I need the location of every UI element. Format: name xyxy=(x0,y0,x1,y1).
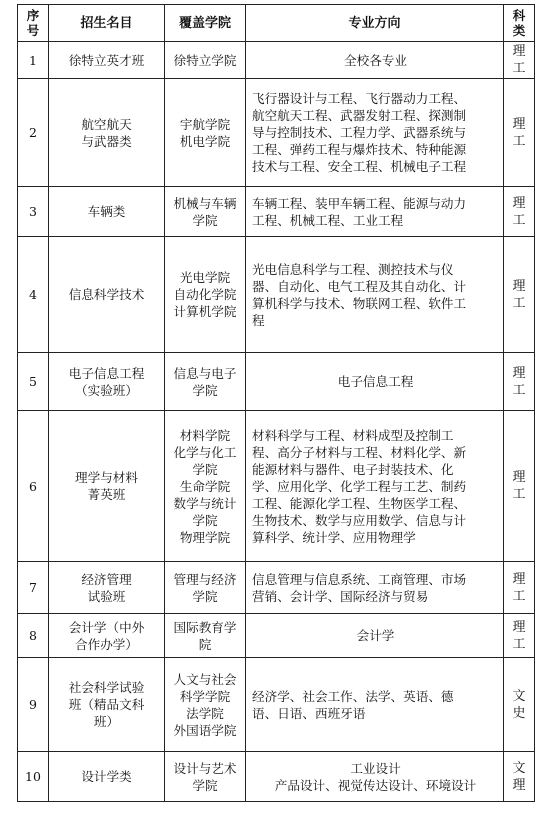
major-line: 航空航天工程、武器发射工程、探测制 xyxy=(252,108,467,123)
program-name-line: 航空航天 xyxy=(81,116,132,132)
category-char: 工 xyxy=(512,61,526,76)
table-row xyxy=(18,42,535,79)
major-line: 程 xyxy=(252,312,265,328)
category-char: 工 xyxy=(512,588,526,604)
program-name-line: 班） xyxy=(93,714,120,729)
college-line: 机械与车辆 xyxy=(173,195,237,211)
program-name-line: 车辆类 xyxy=(87,204,126,219)
major-line: 生物技术、数学与应用数学、信息与计 xyxy=(252,512,467,528)
major-line: 飞行器设计与工程、飞行器动力工程、 xyxy=(252,91,467,106)
major-line: 导与控制技术、工程力学、武器系统与 xyxy=(252,125,467,140)
category-cell xyxy=(504,658,535,752)
major-cell xyxy=(246,237,504,353)
category-char: 理 xyxy=(512,278,526,294)
header-category-line-1: 科 xyxy=(512,8,526,23)
category-char: 理 xyxy=(512,365,526,381)
college-cell xyxy=(165,562,246,614)
major-cell xyxy=(246,752,504,802)
category-char: 工 xyxy=(512,212,526,228)
college-cell xyxy=(165,353,246,411)
program-name-cell xyxy=(49,614,165,658)
table-row xyxy=(18,752,535,802)
category-char: 文 xyxy=(512,760,526,776)
major-line: 技术与工程、安全工程、机械电子工程 xyxy=(252,159,467,174)
major-cell xyxy=(246,411,504,562)
major-cell xyxy=(246,187,504,237)
college-line: 学院 xyxy=(192,512,218,528)
program-name-cell xyxy=(49,658,165,752)
category-cell xyxy=(504,614,535,658)
category-char: 理 xyxy=(512,116,526,132)
program-name-cell xyxy=(49,353,165,411)
category-char: 理 xyxy=(512,195,526,211)
program-name-cell xyxy=(49,42,165,79)
college-line: 外国语学院 xyxy=(173,722,237,738)
program-name-line: 设计学类 xyxy=(81,769,132,784)
college-cell xyxy=(165,614,246,658)
major-line: 学、应用化学、化学工程与工艺、制药 xyxy=(252,478,467,494)
college-line: 学院 xyxy=(192,461,218,477)
table-row xyxy=(18,562,535,614)
college-line: 数学与统计 xyxy=(173,495,237,511)
program-name-cell xyxy=(49,237,165,353)
seq-cell: 5 xyxy=(18,353,49,411)
category-cell xyxy=(504,237,535,353)
header-category xyxy=(504,5,535,42)
college-line: 院 xyxy=(198,636,212,652)
program-name-cell xyxy=(49,79,165,187)
major-cell xyxy=(246,353,504,411)
college-line: 计算机学院 xyxy=(173,304,237,319)
header-seq xyxy=(18,5,49,42)
program-name-line: 理学与材料 xyxy=(75,470,138,485)
category-char: 工 xyxy=(512,487,526,502)
header-college: 覆盖学院 xyxy=(165,5,246,42)
college-line: 学院 xyxy=(192,588,218,604)
seq-cell: 3 xyxy=(18,187,49,237)
header-name: 招生名目 xyxy=(49,5,165,42)
major-line: 器、自动化、电气工程及其自动化、计 xyxy=(252,278,467,294)
college-cell xyxy=(165,237,246,353)
category-char: 理 xyxy=(512,571,526,587)
category-cell xyxy=(504,752,535,802)
seq-cell: 10 xyxy=(18,752,49,802)
college-line: 物理学院 xyxy=(179,529,231,545)
major-line: 工程、能源化学工程、生物医学工程、 xyxy=(252,495,467,511)
college-cell xyxy=(165,752,246,802)
college-line: 信息与电子 xyxy=(173,365,237,381)
category-char: 理 xyxy=(512,619,526,635)
program-name-line: 合作办学） xyxy=(75,636,138,652)
category-cell xyxy=(504,353,535,411)
admission-table xyxy=(17,4,535,802)
major-line: 材料科学与工程、材料成型及控制工 xyxy=(252,427,454,443)
seq-cell: 8 xyxy=(18,614,49,658)
category-char: 工 xyxy=(512,133,526,149)
major-cell xyxy=(246,562,504,614)
program-name-line: 信息科学技术 xyxy=(68,287,145,302)
college-line: 设计与艺术 xyxy=(173,760,237,776)
major-cell xyxy=(246,658,504,752)
category-cell xyxy=(504,42,535,79)
major-line: 电子信息工程 xyxy=(337,374,414,389)
major-line: 产品设计、视觉传达设计、环境设计 xyxy=(274,777,477,793)
major-cell xyxy=(246,614,504,658)
category-char: 理 xyxy=(512,777,526,793)
college-line: 自动化学院 xyxy=(173,287,237,302)
college-cell xyxy=(165,411,246,562)
major-line: 工业设计 xyxy=(350,760,401,776)
table-row xyxy=(18,658,535,752)
header-category-line-2: 类 xyxy=(512,23,526,38)
major-line: 信息管理与信息系统、工商管理、市场 xyxy=(252,571,467,587)
college-cell xyxy=(165,42,246,79)
category-char: 文 xyxy=(512,688,526,704)
program-name-line: 会计学（中外 xyxy=(68,619,145,635)
category-char: 工 xyxy=(512,636,526,652)
college-line: 材料学院 xyxy=(179,427,231,443)
category-cell xyxy=(504,187,535,237)
college-line: 科学学院 xyxy=(179,688,231,704)
program-name-line: 试验班 xyxy=(87,588,126,604)
major-line: 程、高分子材料与工程、材料化学、新 xyxy=(252,444,467,460)
category-char: 史 xyxy=(512,705,526,721)
program-name-line: 经济管理 xyxy=(81,571,132,587)
college-line: 人文与社会 xyxy=(173,671,237,687)
program-name-cell xyxy=(49,411,165,562)
program-name-cell xyxy=(49,562,165,614)
header-major: 专业方向 xyxy=(246,5,504,42)
college-line: 生命学院 xyxy=(179,478,231,494)
category-char: 工 xyxy=(512,295,526,311)
program-name-line: 菁英班 xyxy=(87,487,126,502)
header-row xyxy=(18,5,535,42)
college-line: 管理与经济 xyxy=(173,571,237,587)
major-cell xyxy=(246,42,504,79)
college-line: 学院 xyxy=(192,382,218,398)
table-row xyxy=(18,237,535,353)
major-line: 车辆工程、装甲车辆工程、能源与动力 xyxy=(252,195,467,211)
major-line: 全校各专业 xyxy=(344,52,407,68)
college-line: 光电学院 xyxy=(179,270,231,285)
table-row xyxy=(18,79,535,187)
program-name-line: 与武器类 xyxy=(81,133,132,149)
major-line: 工程、弹药工程与爆炸技术、特种能源 xyxy=(252,142,467,157)
table-row xyxy=(18,614,535,658)
college-cell xyxy=(165,187,246,237)
program-name-line: 徐特立英才班 xyxy=(68,52,145,68)
header-seq-line-2: 号 xyxy=(26,23,40,38)
table-body xyxy=(18,42,535,802)
major-line: 营销、会计学、国际经济与贸易 xyxy=(252,588,429,604)
seq-cell: 9 xyxy=(18,658,49,752)
category-char: 理 xyxy=(512,44,526,59)
major-line: 工程、机械工程、工业工程 xyxy=(252,212,404,228)
college-line: 化学与化工 xyxy=(173,444,237,460)
seq-cell: 6 xyxy=(18,411,49,562)
program-name-line: （实验班） xyxy=(75,382,138,398)
header-seq-line-1: 序 xyxy=(26,8,40,23)
major-line: 会计学 xyxy=(356,628,395,643)
college-line: 宇航学院 xyxy=(179,116,231,132)
major-line: 光电信息科学与工程、测控技术与仪 xyxy=(252,261,454,277)
seq-cell: 1 xyxy=(18,42,49,79)
college-cell xyxy=(165,658,246,752)
program-name-cell xyxy=(49,187,165,237)
college-line: 徐特立学院 xyxy=(173,52,237,68)
category-cell xyxy=(504,411,535,562)
table-row xyxy=(18,187,535,237)
program-name-line: 电子信息工程 xyxy=(68,365,145,381)
table-row xyxy=(18,411,535,562)
program-name-line: 社会科学试验 xyxy=(68,680,145,695)
program-name-cell xyxy=(49,752,165,802)
category-char: 理 xyxy=(512,470,526,485)
major-line: 算科学、统计学、应用物理学 xyxy=(252,529,416,545)
major-line: 语、日语、西班牙语 xyxy=(252,705,366,721)
major-line: 算机科学与技术、物联网工程、软件工 xyxy=(252,295,467,311)
college-line: 学院 xyxy=(192,212,218,228)
major-cell xyxy=(246,79,504,187)
major-line: 经济学、社会工作、法学、英语、德 xyxy=(252,688,454,704)
category-cell xyxy=(504,79,535,187)
college-line: 机电学院 xyxy=(179,133,231,149)
seq-cell: 2 xyxy=(18,79,49,187)
college-line: 国际教育学 xyxy=(173,619,237,635)
seq-cell: 4 xyxy=(18,237,49,353)
table-row xyxy=(18,353,535,411)
major-line: 能源材料与器件、电子封装技术、化 xyxy=(252,461,454,477)
college-line: 学院 xyxy=(192,777,218,793)
program-name-line: 班（精品文科 xyxy=(68,697,145,712)
seq-cell: 7 xyxy=(18,562,49,614)
college-line: 法学院 xyxy=(186,705,224,721)
category-cell xyxy=(504,562,535,614)
college-cell xyxy=(165,79,246,187)
admission-table-container xyxy=(17,4,534,802)
category-char: 工 xyxy=(512,382,526,398)
